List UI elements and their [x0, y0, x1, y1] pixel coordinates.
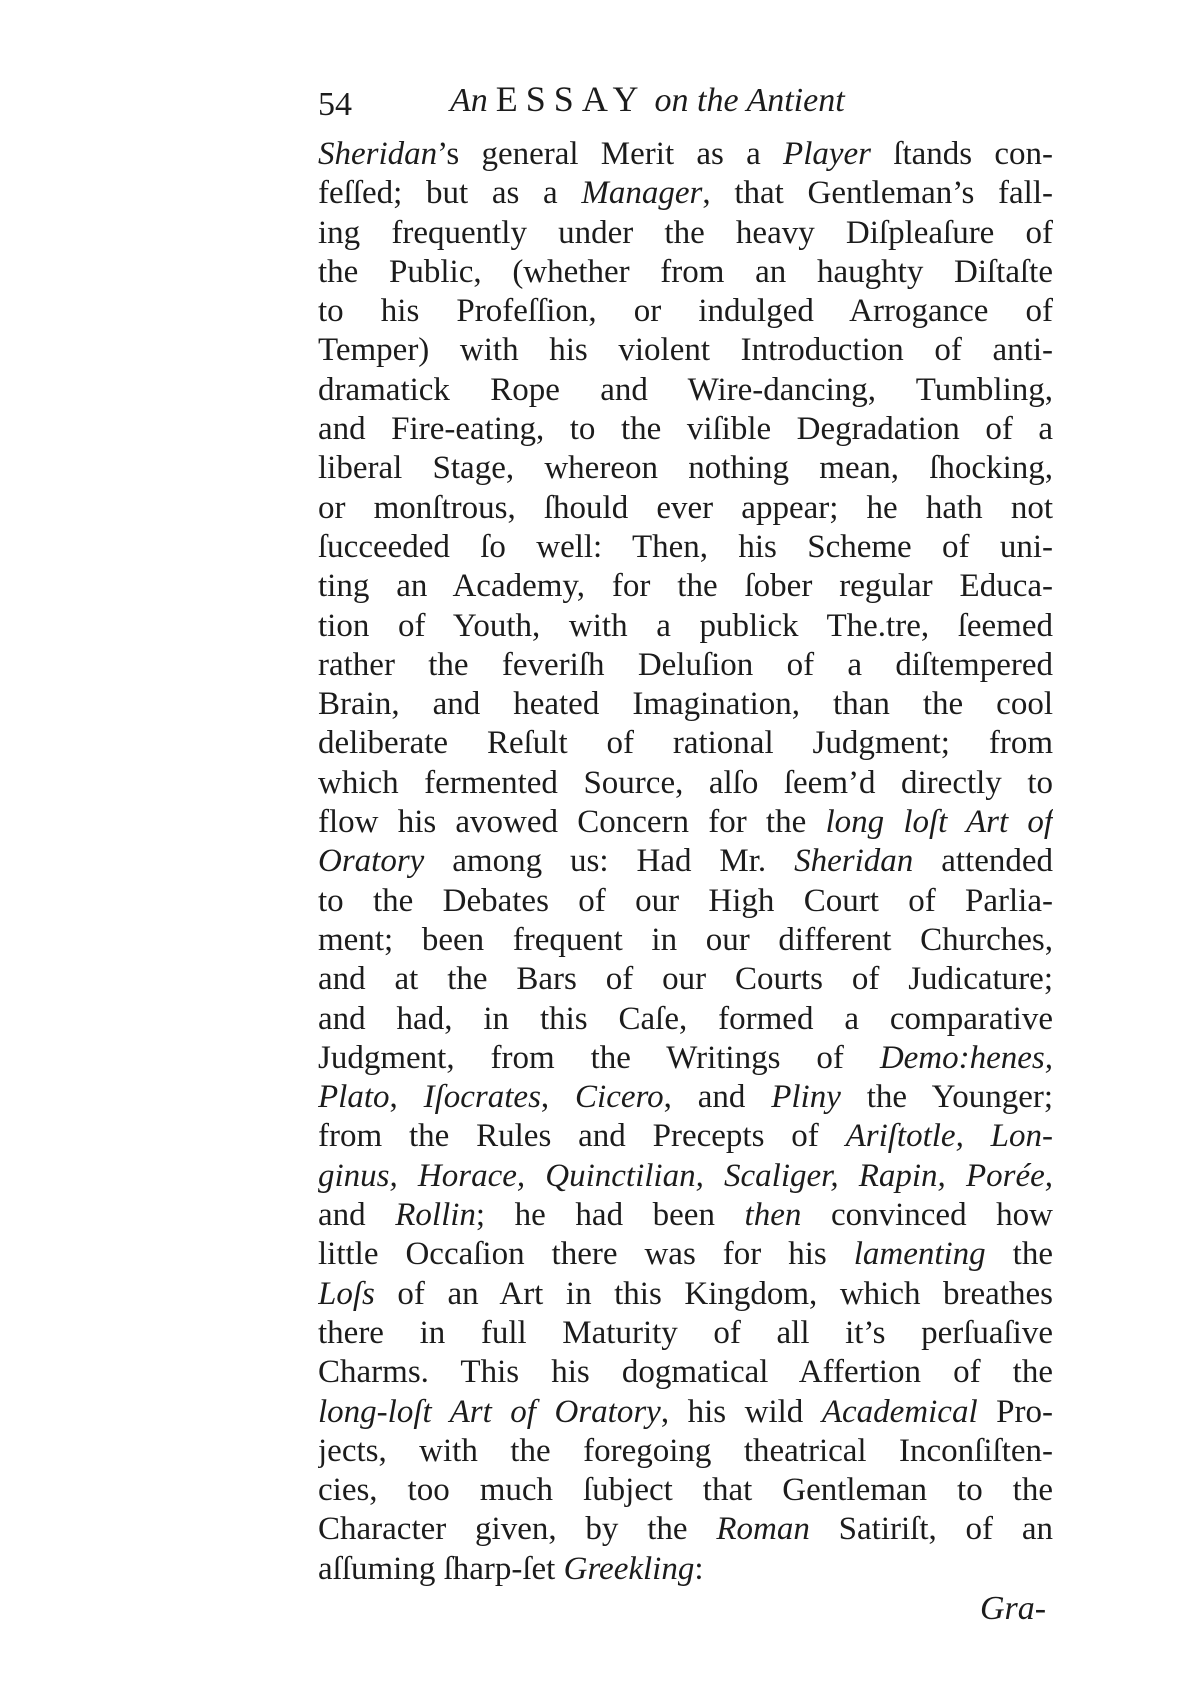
running-title-caps: ESSAY: [495, 79, 647, 119]
text-line: [318, 1117, 1053, 1156]
italic-text: Pliny: [771, 1079, 841, 1116]
text-line: [318, 371, 1053, 410]
italic-text: Iſocrates: [423, 1079, 541, 1116]
text-segment: ,: [540, 1079, 576, 1116]
text-segment: deliberate Reſult of rational Judgment; from: [318, 725, 1053, 762]
text-segment: and at the Bars of our Courts of Judicature;: [318, 961, 1053, 998]
italic-text: Manager: [581, 175, 703, 212]
running-title-suffix: on the Antient: [654, 82, 845, 119]
text-line: [318, 489, 1053, 528]
text-segment: Charms. This his dogmatical Affertion of the: [318, 1354, 1053, 1391]
text-segment: Character given, by the: [318, 1511, 717, 1548]
text-segment: Satiriſt, of an: [809, 1511, 1053, 1548]
text-line: [318, 1550, 1053, 1589]
italic-text: Sheridan: [794, 843, 914, 880]
italic-text: Roman: [716, 1511, 810, 1548]
text-line: [318, 253, 1053, 292]
text-line: [318, 449, 1053, 488]
italic-text: Cicero: [575, 1079, 664, 1116]
italic-text: Ariſtotle, Lon-: [845, 1118, 1053, 1155]
text-line: [318, 1196, 1053, 1235]
text-segment: , that Gentleman’s fall-: [702, 175, 1053, 212]
text-segment: attended: [913, 843, 1053, 880]
text-line: [318, 607, 1053, 646]
text-segment: little Occaſion there was for his: [318, 1236, 854, 1273]
text-segment: jects, with the foregoing theatrical Inconſiſten-: [318, 1432, 1053, 1469]
text-segment: to his Profeſſion, or indulged Arrogance of: [318, 293, 1053, 330]
italic-text: Sheridan: [318, 136, 438, 172]
text-segment: cies, too much ſubject that Gentleman to the: [318, 1472, 1053, 1509]
text-line: [318, 1393, 1053, 1432]
text-segment: from the Rules and Precepts of: [318, 1118, 846, 1155]
text-segment: liberal Stage, whereon nothing mean, ſhocking,: [318, 450, 1053, 487]
text-segment: to the Debates of our High Court of Parlia-: [318, 882, 1053, 919]
text-line: [318, 724, 1053, 763]
running-header: [318, 78, 940, 134]
text-line: [318, 646, 1053, 685]
text-line: [318, 1471, 1053, 1510]
italic-text: Loſs: [318, 1275, 375, 1312]
text-segment: , his wild: [660, 1393, 822, 1430]
text-segment: and Fire-eating, to the viſible Degradation of a: [318, 411, 1053, 448]
text-line: [318, 1000, 1053, 1039]
text-segment: Pro-: [977, 1393, 1053, 1430]
text-line: [318, 1235, 1053, 1274]
italic-text: Oratory: [318, 843, 425, 880]
italic-text: then: [744, 1197, 802, 1234]
italic-text: long loſt Art of: [825, 804, 1053, 841]
text-segment: the: [985, 1236, 1053, 1273]
text-line: [318, 685, 1053, 724]
text-line: [318, 921, 1053, 960]
text-line: [318, 410, 1053, 449]
text-segment: feſſed; but as a: [318, 175, 582, 212]
body-text: [318, 135, 1053, 1589]
text-segment: dramatick Rope and Wire-dancing, Tumbling,: [318, 371, 1053, 408]
text-line: [318, 292, 1053, 331]
text-line: [318, 1275, 1053, 1314]
text-line: [318, 1432, 1053, 1471]
text-segment: :: [694, 1550, 704, 1587]
text-segment: ; he had been: [475, 1197, 745, 1234]
italic-text: Demo:henes,: [879, 1039, 1053, 1076]
text-line: [318, 882, 1053, 921]
italic-text: lamenting: [853, 1236, 986, 1273]
text-segment: flow his avowed Concern for the: [318, 804, 826, 841]
text-line: [318, 1314, 1053, 1353]
italic-text: Plato: [318, 1079, 390, 1116]
text-line: [318, 803, 1053, 842]
text-line: [318, 528, 1053, 567]
text-segment: ,: [389, 1079, 424, 1116]
text-segment: ſucceeded ſo well: Then, his Scheme of uni-: [318, 528, 1053, 565]
text-segment: the Public, (whether from an haughty Diſtaſte: [318, 253, 1053, 290]
text-segment: , and: [663, 1079, 772, 1116]
page-number: 54: [318, 86, 352, 123]
text-line: [318, 174, 1053, 213]
italic-text: Player: [783, 136, 872, 172]
italic-text: Academical: [821, 1393, 978, 1430]
text-segment: Brain, and heated Imagination, than the cool: [318, 686, 1053, 723]
text-segment: Judgment, from the Writings of: [318, 1039, 880, 1076]
text-segment: among us: Had Mr.: [424, 843, 795, 880]
catchword: Gra-: [980, 1590, 1047, 1627]
text-line: [318, 764, 1053, 803]
text-segment: aſſuming ſharp-ſet: [318, 1550, 564, 1587]
text-segment: rather the feveriſh Deluſion of a diſtempered: [318, 646, 1053, 683]
text-segment: of an Art in this Kingdom, which breathes: [374, 1275, 1053, 1312]
text-segment: which fermented Source, alſo ſeem’d directly to: [318, 764, 1053, 801]
italic-text: Greekling: [563, 1550, 695, 1587]
text-segment: ’s general Merit as a: [437, 136, 784, 172]
text-line: [318, 135, 1053, 174]
text-line: [318, 960, 1053, 999]
running-title: [450, 78, 845, 120]
running-title-prefix: An: [450, 82, 488, 119]
text-line: [318, 1510, 1053, 1549]
text-line: [318, 567, 1053, 606]
text-line: [318, 842, 1053, 881]
italic-text: long-loſt Art of Oratory: [318, 1393, 661, 1430]
text-line: [318, 331, 1053, 370]
text-segment: there in full Maturity of all it’s perſuaſive: [318, 1314, 1053, 1351]
text-segment: Temper) with his violent Introduction of anti-: [318, 332, 1053, 369]
text-segment: the Younger;: [840, 1079, 1053, 1116]
text-segment: ting an Academy, for the ſober regular Educa-: [318, 568, 1053, 605]
text-segment: ment; been frequent in our different Churches,: [318, 921, 1053, 958]
text-segment: ing frequently under the heavy Diſpleaſure of: [318, 214, 1053, 251]
text-line: [318, 214, 1053, 253]
text-segment: ſtands con-: [871, 136, 1053, 172]
text-segment: and: [318, 1197, 396, 1234]
text-segment: convinced how: [801, 1197, 1053, 1234]
italic-text: ginus, Horace, Quinctilian, Scaliger, Rapin, Porée,: [318, 1157, 1053, 1194]
text-line: [318, 1157, 1053, 1196]
text-line: [318, 1353, 1053, 1392]
text-segment: or monſtrous, ſhould ever appear; he hath not: [318, 489, 1053, 526]
italic-text: Rollin: [395, 1197, 476, 1234]
text-segment: and had, in this Caſe, formed a comparative: [318, 1000, 1053, 1037]
text-line: [318, 1078, 1053, 1117]
text-line: [318, 1039, 1053, 1078]
text-segment: tion of Youth, with a publick The.tre, ſeemed: [318, 607, 1053, 644]
